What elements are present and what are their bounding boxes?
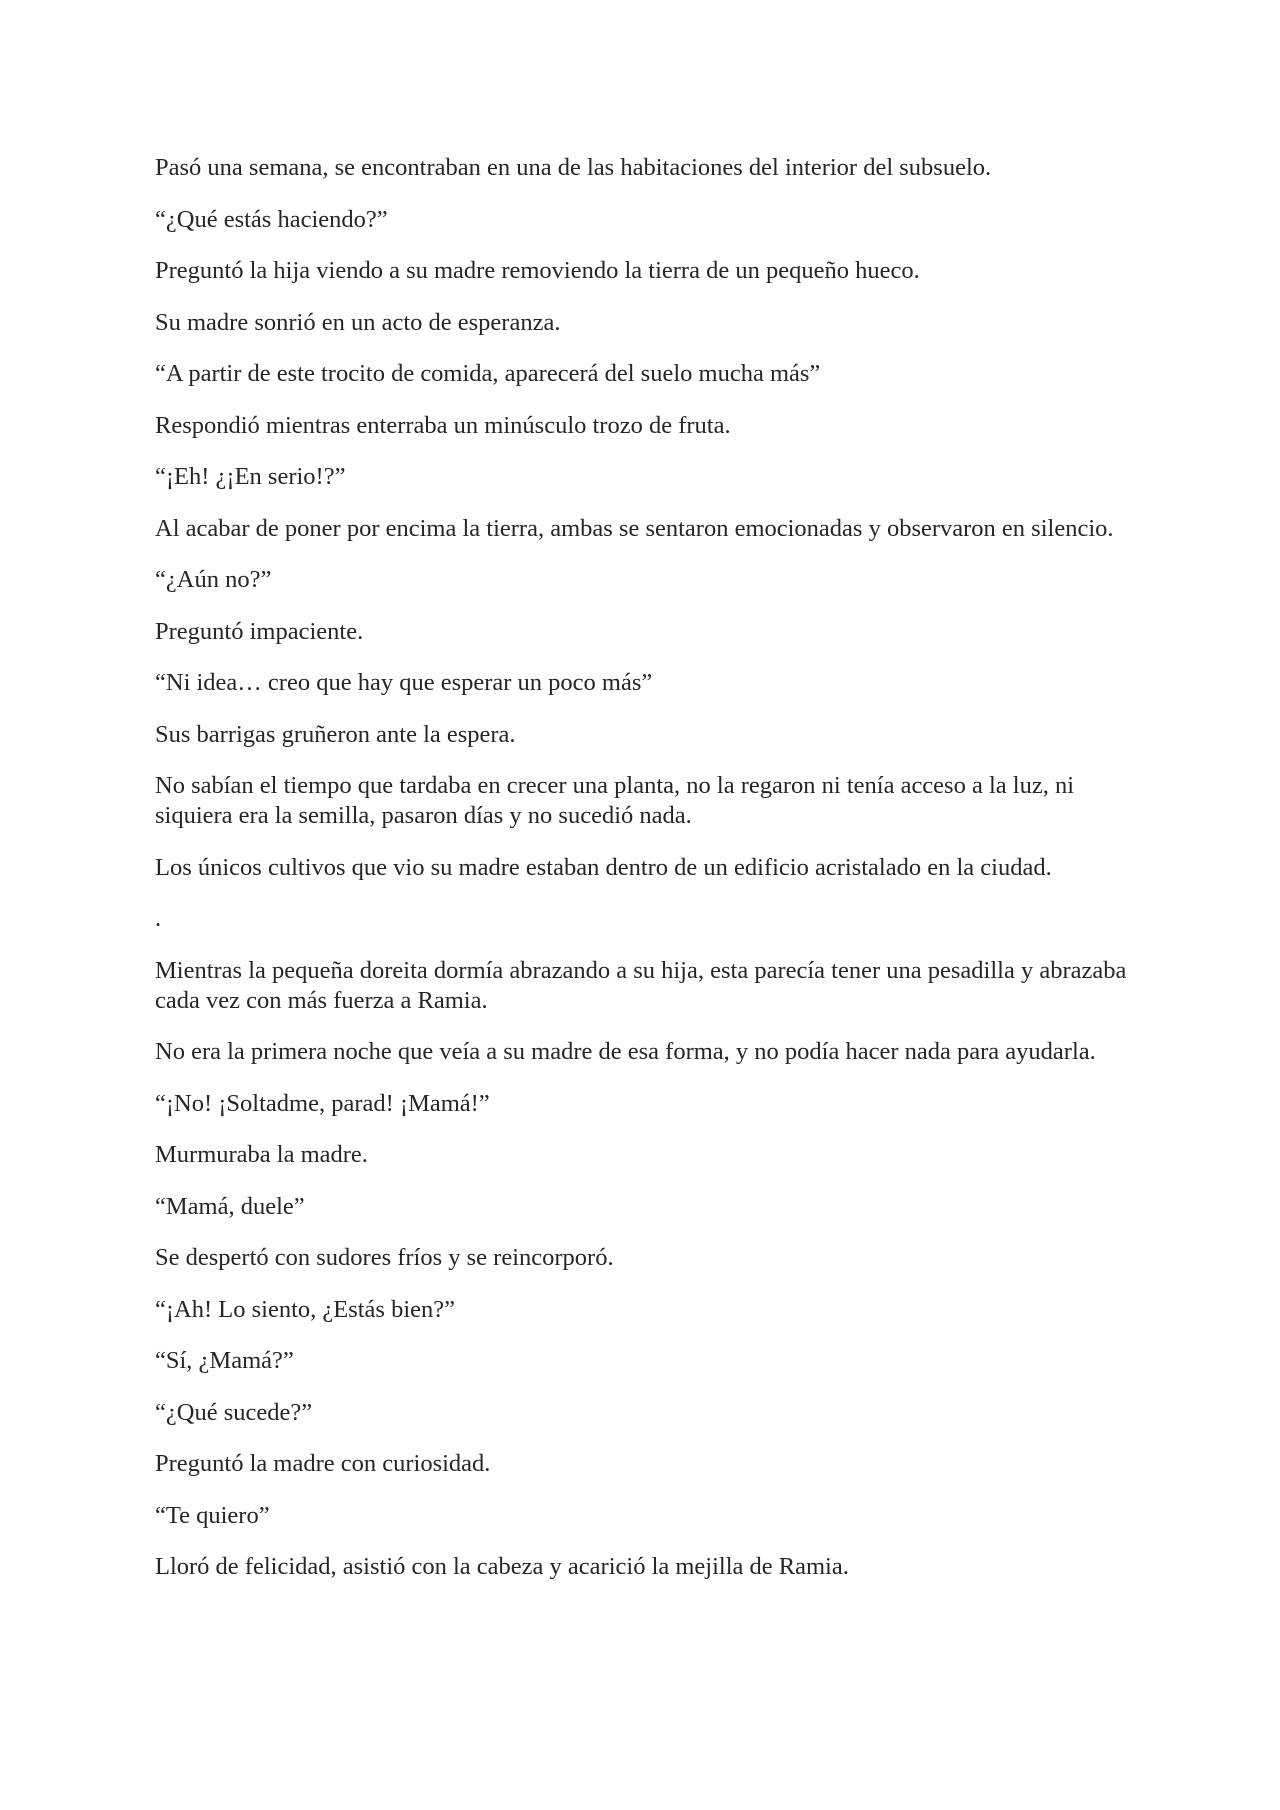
- paragraph: Su madre sonrió en un acto de esperanza.: [155, 308, 561, 336]
- paragraph: Pasó una semana, se encontraban en una de las habitaciones del interior del subsuelo.: [155, 154, 992, 181]
- paragraph: Se despertó con sudores fríos y se reincorporó.: [155, 1244, 614, 1271]
- paragraph: “A partir de este trocito de comida, aparecerá del suelo mucha más”: [155, 360, 821, 387]
- paragraph: Los únicos cultivos que vio su madre estaban dentro de un edificio acristalado en la ciudad.: [155, 853, 1052, 881]
- paragraph: “Mamá, duele”: [155, 1192, 305, 1220]
- paragraph: “¡No! ¡Soltadme, parad! ¡Mamá!”: [155, 1089, 490, 1117]
- paragraph: Respondió mientras enterraba un minúsculo trozo de fruta.: [155, 411, 731, 439]
- paragraph: Murmuraba la madre.: [155, 1141, 368, 1168]
- paragraph: “¿Aún no?”: [155, 566, 272, 593]
- paragraph: Lloró de felicidad, asistió con la cabeza y acarició la mejilla de Ramia.: [155, 1553, 849, 1580]
- paragraph: Preguntó la hija viendo a su madre removiendo la tierra de un pequeño hueco.: [155, 257, 920, 284]
- paragraph: Al acabar de poner por encima la tierra, ambas se sentaron emocionadas y observaron en silencio.: [155, 514, 1114, 542]
- paragraph: “¿Qué sucede?”: [155, 1398, 313, 1426]
- paragraph: Preguntó impaciente.: [155, 617, 364, 645]
- paragraph: No sabían el tiempo que tardaba en crecer una planta, no la regaron ni tenía acceso a la luz, ni siquiera era la semilla, pasaron días y no sucedió nada.: [155, 772, 1081, 829]
- paragraph: “¡Ah! Lo siento, ¿Estás bien?”: [155, 1295, 456, 1323]
- paragraph: No era la primera noche que veía a su madre de esa forma, y no podía hacer nada para ayudarla.: [155, 1038, 1096, 1065]
- paragraph: “Ni idea… creo que hay que esperar un poco más”: [155, 669, 653, 696]
- paragraph: Preguntó la madre con curiosidad.: [155, 1450, 491, 1477]
- paragraph: Sus barrigas gruñeron ante la espera.: [155, 720, 516, 748]
- paragraph: Mientras la pequeña doreita dormía abrazando a su hija, esta parecía tener una pesadilla y abrazaba cada vez con más fuerza a Ramia.: [155, 956, 1133, 1014]
- paragraph: “¡Eh! ¿¡En serio!?”: [155, 463, 346, 490]
- document-body: [155, 153, 1145, 1604]
- paragraph: “Te quiero”: [155, 1501, 270, 1529]
- scene-break: .: [155, 905, 162, 932]
- paragraph: “¿Qué estás haciendo?”: [155, 205, 388, 233]
- paragraph: “Sí, ¿Mamá?”: [155, 1347, 294, 1374]
